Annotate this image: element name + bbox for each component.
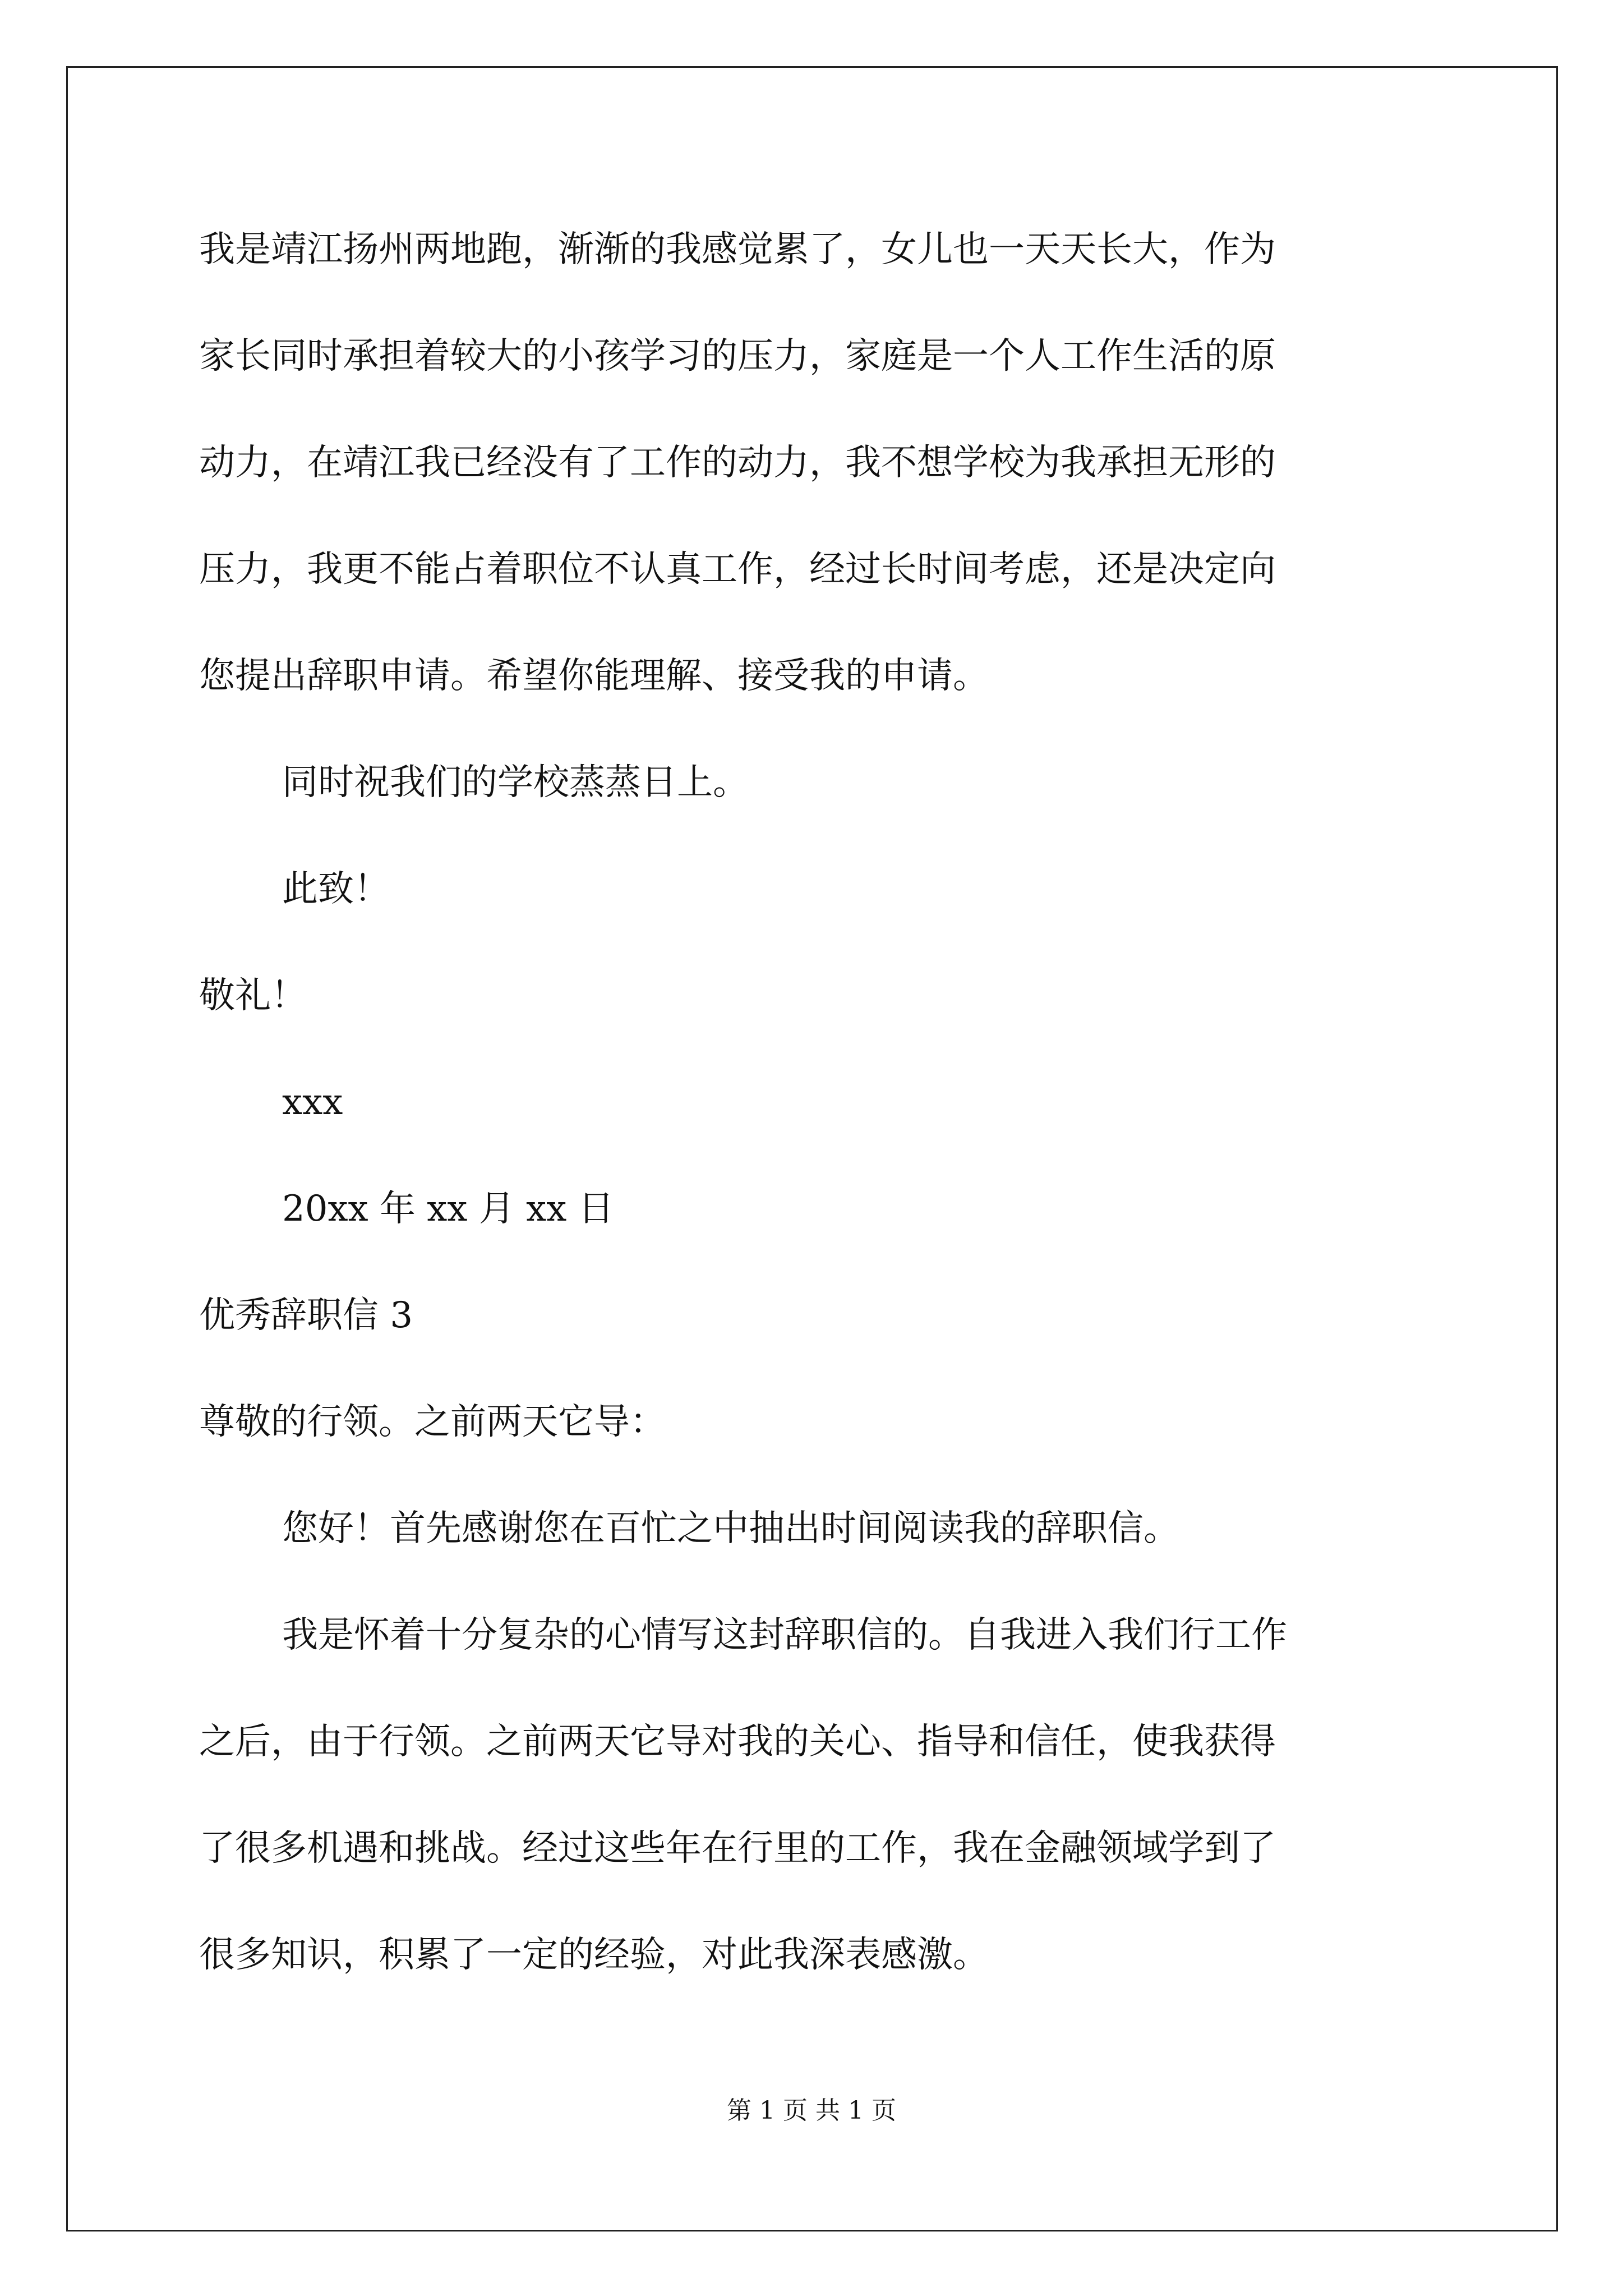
section-title: 优秀辞职信 3 <box>199 1295 413 1336</box>
page-border <box>66 66 1558 2231</box>
salutation: 尊敬的行领。之前两天它导： <box>199 1401 666 1443</box>
paragraph-line-2: 家长同时承担着较大的小孩学习的压力，家庭是一个人工作生活的原 <box>199 335 1276 377</box>
page-footer: 第 1 页 共 1 页 <box>727 2096 896 2125</box>
wish-line: 同时祝我们的学校蒸蒸日上。 <box>282 762 749 803</box>
greeting-line: 您好！首先感谢您在百忙之中抽出时间阅读我的辞职信。 <box>282 1508 1179 1549</box>
paragraph-line-1: 我是靖江扬州两地跑，渐渐的我感觉累了，女儿也一天天长大，作为 <box>199 229 1276 270</box>
closing-jingli: 敬礼！ <box>199 975 307 1016</box>
paragraph-line-4: 压力，我更不能占着职位不认真工作，经过长时间考虑，还是决定向 <box>199 549 1276 590</box>
body-line-1: 我是怀着十分复杂的心情写这封辞职信的。自我进入我们行工作 <box>282 1614 1287 1656</box>
closing-cizhi: 此致！ <box>282 868 390 910</box>
signature-date: 20xx 年 xx 月 xx 日 <box>282 1188 614 1230</box>
signature-name: xxx <box>282 1082 343 1123</box>
paragraph-line-3: 动力，在靖江我已经没有了工作的动力，我不想学校为我承担无形的 <box>199 442 1276 484</box>
body-line-4: 很多知识，积累了一定的经验，对此我深表感激。 <box>199 1934 989 1976</box>
body-line-2: 之后，由于行领。之前两天它导对我的关心、指导和信任，使我获得 <box>199 1721 1276 1763</box>
body-line-3: 了很多机遇和挑战。经过这些年在行里的工作，我在金融领域学到了 <box>199 1828 1276 1869</box>
paragraph-line-5: 您提出辞职申请。希望你能理解、接受我的申请。 <box>199 655 989 697</box>
